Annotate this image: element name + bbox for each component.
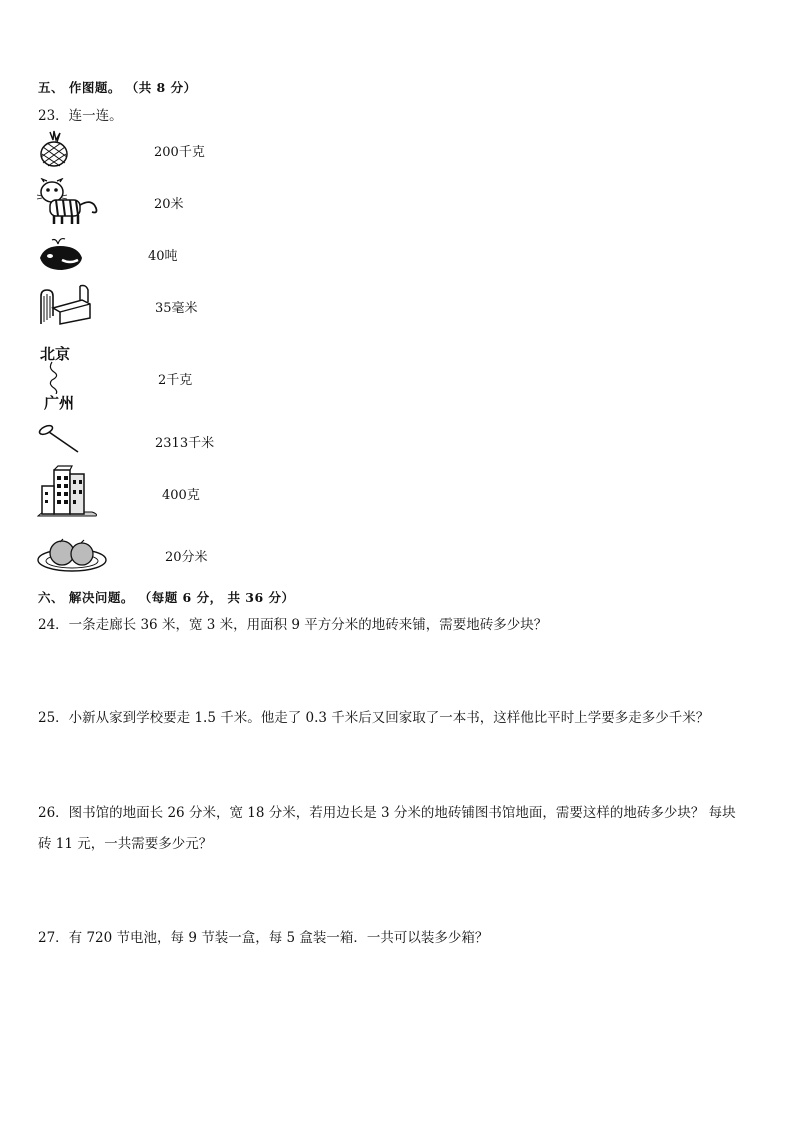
option-5: 2千克: [158, 373, 193, 388]
oranges-on-plate-icon: [36, 534, 108, 574]
pineapple-icon: [36, 130, 72, 168]
map-label-beijing: 北京: [40, 345, 71, 363]
question-26-line-2: 砖 11 元，一共需要多少元？: [38, 836, 213, 852]
question-26-line-1: 26．图书馆的地面长 26 分米，宽 18 分米，若用边长是 3 分米的地砖铺图书馆地面，需要这样的地砖多少块？ 每块: [38, 805, 736, 821]
question-27: 27．有 720 节电池，每 9 节装一盒，每 5 盒装一箱．一共可以装多少箱？: [38, 930, 489, 946]
option-7: 400克: [162, 488, 200, 503]
whale-icon: [36, 234, 86, 274]
beijing-guangzhou-map-icon: [44, 360, 72, 394]
option-6: 2313千米: [155, 436, 215, 451]
question-24: 24．一条走廊长 36 米，宽 3 米，用面积 9 平方分米的地砖来铺，需要地砖多少块？: [38, 617, 548, 633]
section-6-title: 六、 解决问题。 （每题 6 分， 共 36 分）: [38, 590, 295, 605]
bed-icon: [38, 282, 92, 326]
section-5-title: 五、 作图题。 （共 8 分）: [38, 80, 197, 95]
option-3: 40吨: [148, 249, 178, 264]
tiger-icon: [36, 178, 102, 226]
thumbtack-icon: [38, 424, 82, 454]
option-8: 20分米: [165, 550, 208, 565]
option-4: 35毫米: [155, 301, 198, 316]
map-label-guangzhou: 广州: [44, 394, 75, 412]
question-23-prompt: 23．连一连。: [38, 108, 123, 124]
question-25: 25．小新从家到学校要走 1.5 千米。他走了 0.3 千米后又回家取了一本书，这样他比平时上学要多走多少千米？: [38, 710, 710, 726]
option-2: 20米: [154, 197, 184, 212]
building-icon: [36, 464, 98, 518]
option-1: 200千克: [154, 145, 205, 160]
